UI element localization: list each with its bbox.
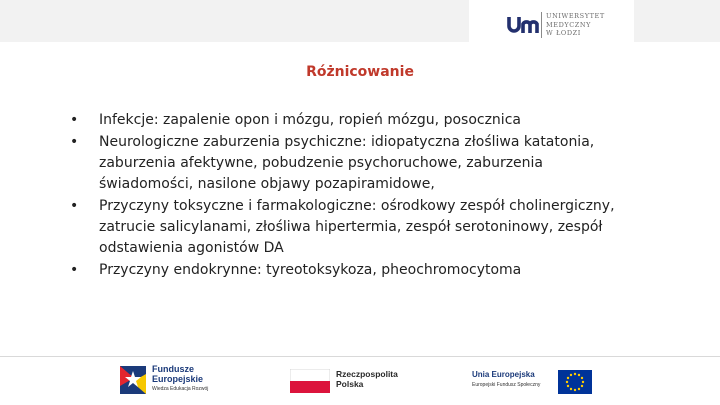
- bullet-item: [70, 196, 630, 258]
- slide-title: Różnicowanie: [306, 64, 414, 80]
- bullet-list: [70, 110, 630, 282]
- polish-flag-icon: [290, 369, 330, 393]
- logo-line-1: UNIWERSYTET: [546, 12, 605, 20]
- bullet-text: Przyczyny endokrynne: tyreotoksykoza, pheochromocytoma: [99, 262, 522, 279]
- bullet-text: Przyczyny toksyczne i farmakologiczne: ośrodkowy zespół cholinergiczny, zatrucie salicylanami, złośliwa hipertermia, zespół serotoninowy, zespół odstawienia agonistów DA: [99, 198, 615, 256]
- unia-name: Unia Europejska: [472, 370, 535, 379]
- bullet-item: [70, 260, 630, 281]
- unia-fund: Europejski Fundusz Społeczny: [472, 382, 541, 388]
- bullet-text: Infekcje: zapalenie opon i mózgu, ropień mózgu, posocznica: [99, 112, 521, 128]
- bullet-item: [70, 132, 630, 194]
- footer-divider: [0, 356, 720, 357]
- fundusze-europejskie-logo: [118, 362, 248, 398]
- logo-divider: [541, 12, 542, 38]
- bullet-icon: •: [70, 112, 79, 128]
- fundusze-star-icon: [118, 364, 148, 396]
- rzeczpospolita-name: [336, 370, 398, 389]
- fundusze-name: [152, 365, 203, 384]
- rzeczpospolita-logo: [290, 362, 410, 398]
- bullet-text: Neurologiczne zaburzenia psychiczne: idiopatyczna złośliwa katatonia, zaburzenia afektywne, pobudzenie psychoruchowe, zaburzenia świadomości, nasilone objawy pozapiramidowe,: [99, 134, 595, 192]
- bullet-item: [70, 110, 630, 131]
- university-logo: [469, 0, 634, 42]
- fundusze-program: Wiedza Edukacja Rozwój: [152, 386, 209, 392]
- eu-flag-icon: [558, 370, 592, 394]
- bullet-icon: •: [70, 198, 79, 215]
- um-logo-icon: [507, 14, 539, 34]
- rzeczpospolita-line-2: Polska: [336, 378, 364, 389]
- logo-line-3: W ŁODZI: [546, 29, 581, 37]
- logo-line-2: MEDYCZNY: [546, 20, 592, 29]
- logo-wordmark: [546, 12, 626, 38]
- bullet-icon: •: [70, 262, 79, 279]
- fundusze-line-1: Fundusze: [152, 364, 194, 374]
- fundusze-line-2: Europejskie: [152, 373, 204, 384]
- unia-europejska-logo: [472, 362, 597, 398]
- rzeczpospolita-line-1: Rzeczpospolita: [336, 369, 398, 379]
- bullet-icon: •: [70, 134, 79, 151]
